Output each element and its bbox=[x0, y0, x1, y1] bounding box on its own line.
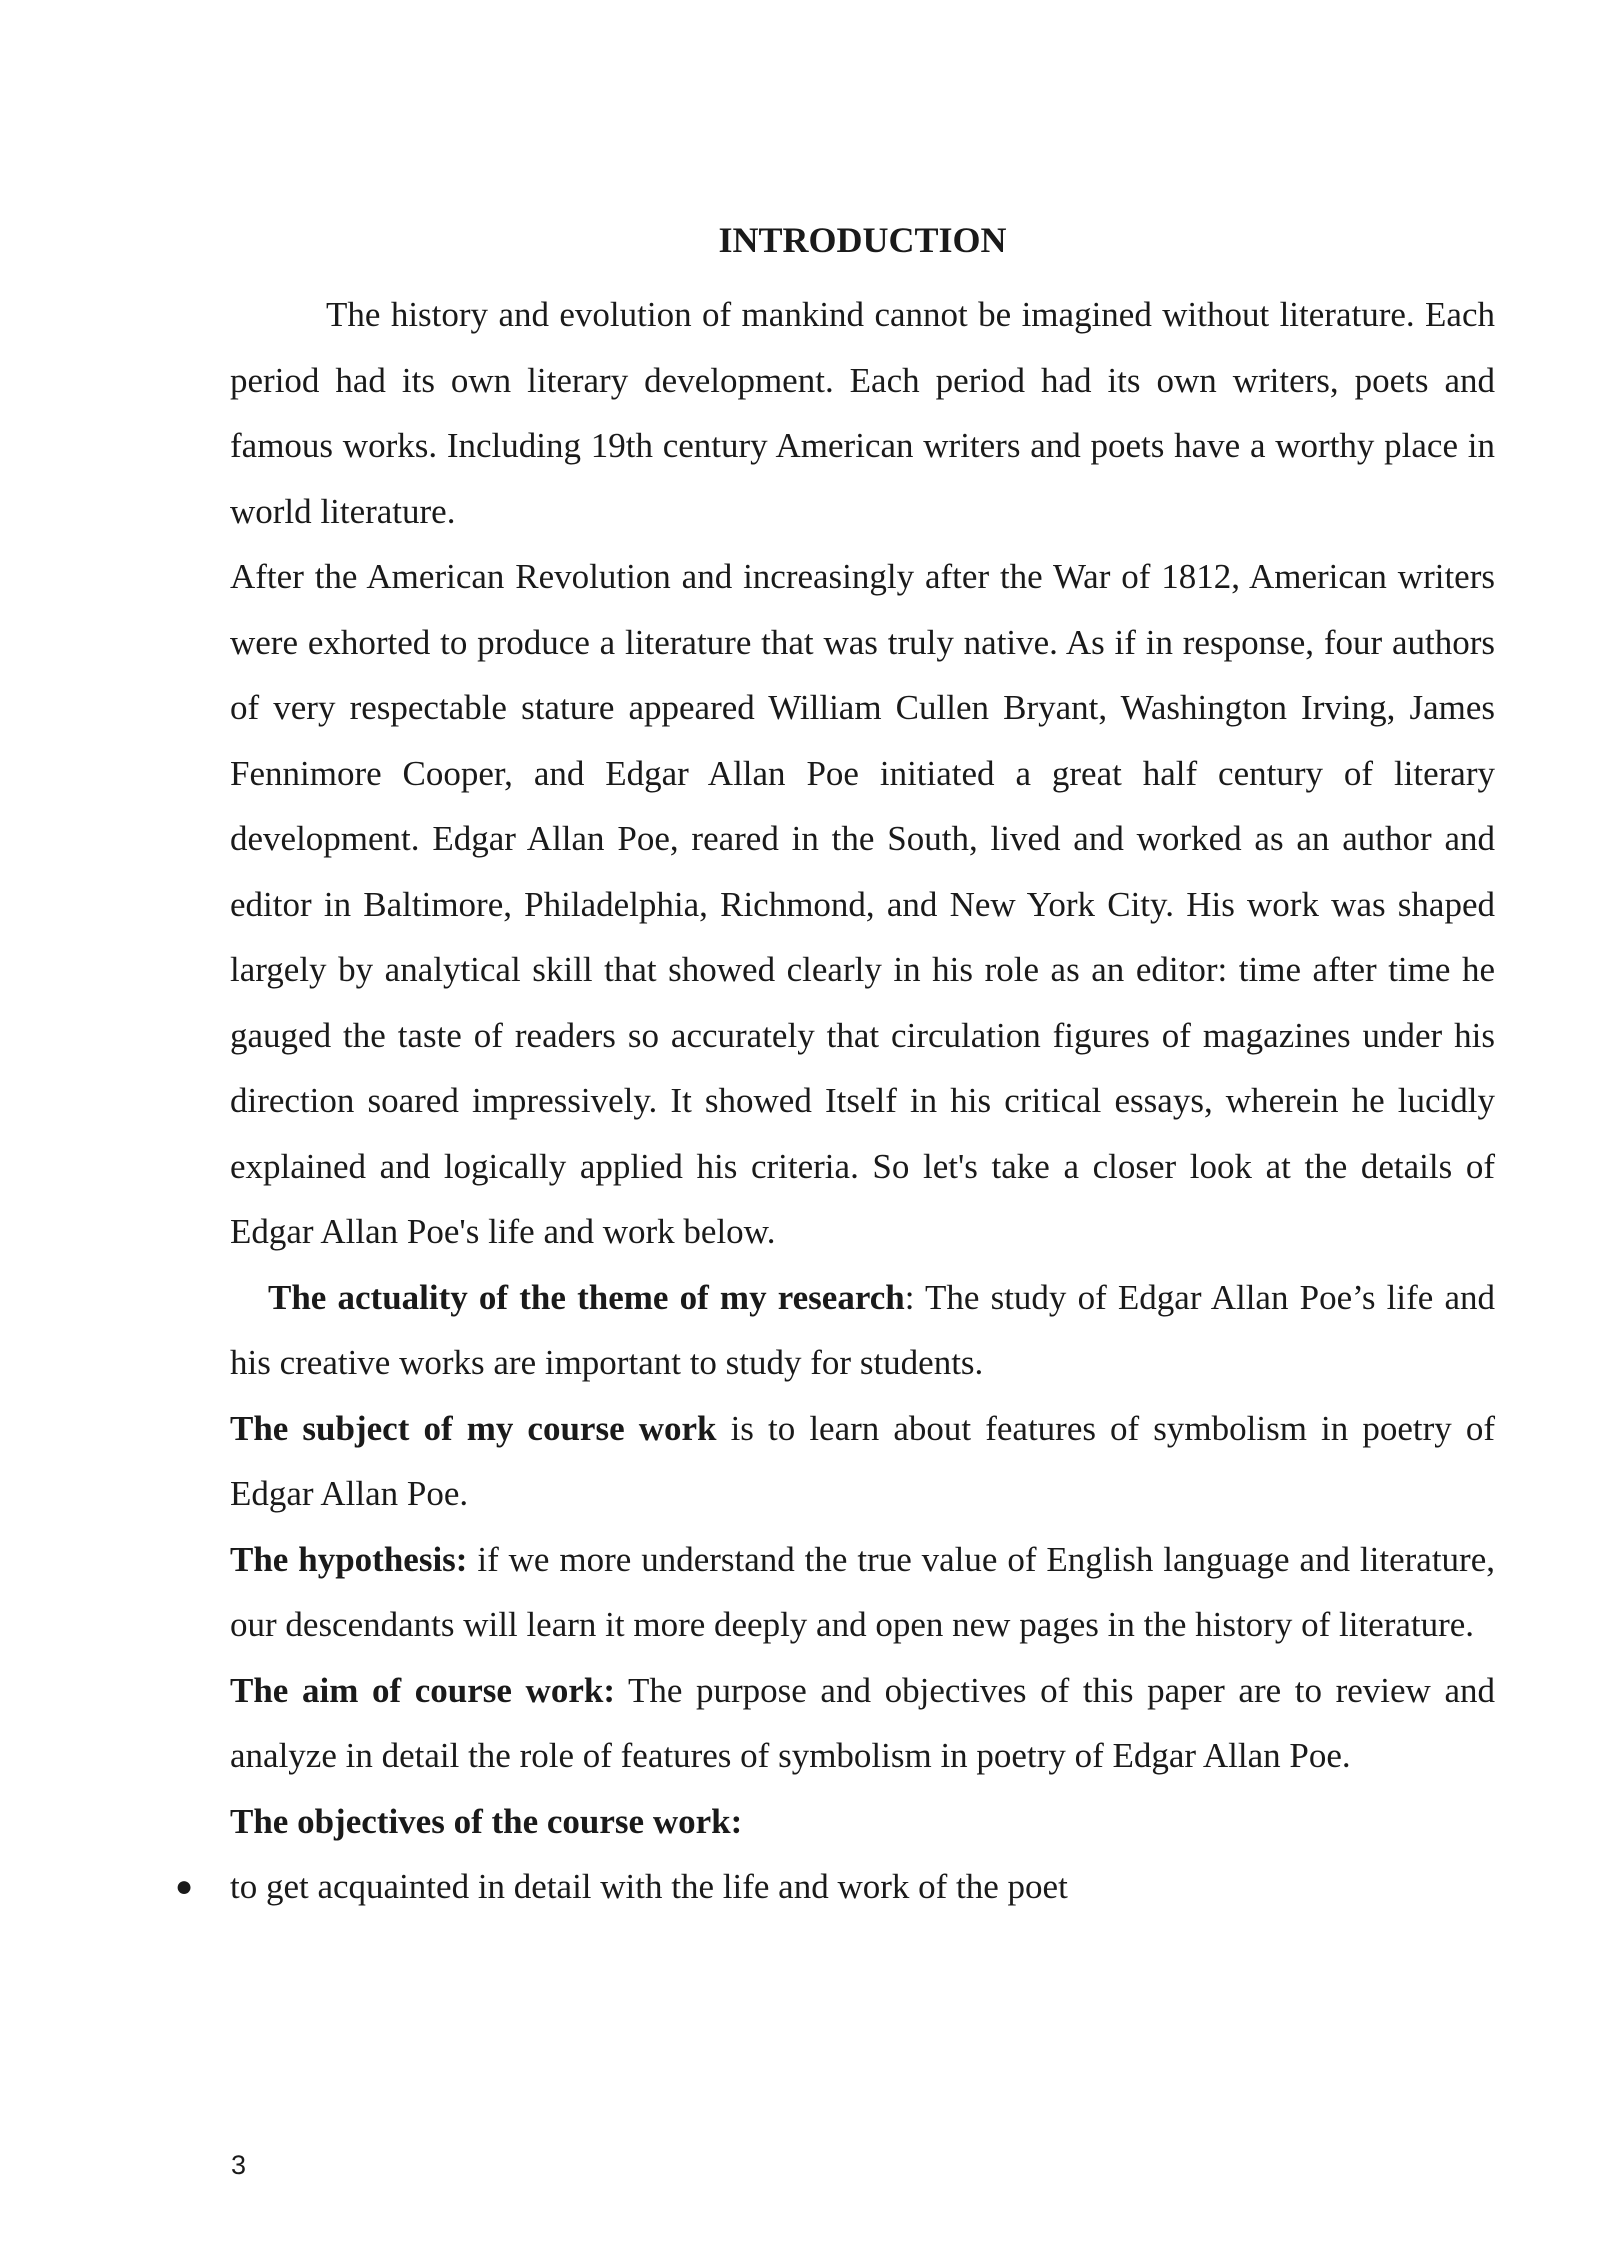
page-number: 3 bbox=[231, 2150, 247, 2180]
objectives-heading: The objectives of the course work: bbox=[230, 1801, 743, 1841]
bullet-icon: ● bbox=[175, 1870, 194, 1903]
document-body bbox=[175, 282, 1495, 1920]
aim-label: The aim of course work: bbox=[230, 1670, 615, 1710]
aim-paragraph bbox=[230, 1658, 1495, 1789]
subject-label: The subject of my course work bbox=[230, 1408, 717, 1448]
hypothesis-text: if we more understand the true value of English language and literature, our descendants will learn it more deeply and open new pages in the history of literature. bbox=[230, 1539, 1495, 1644]
subject-text: is to learn about features of symbolism in poetry of Edgar Allan Poe. bbox=[230, 1408, 1495, 1513]
actuality-paragraph bbox=[230, 1265, 1495, 1396]
page-title: INTRODUCTION bbox=[718, 220, 1007, 260]
subject-paragraph bbox=[230, 1396, 1495, 1527]
aim-text: The purpose and objectives of this paper are to review and analyze in detail the role of features of symbolism in poetry of Edgar Allan Poe. bbox=[230, 1670, 1495, 1775]
intro-paragraph-2: After the American Revolution and increasingly after the War of 1812, American writers were exhorted to produce a literature that was truly native. As if in response, four authors of very respectable stature appeared William Cullen Bryant, Washington Irving, James Fennimore Cooper, and Edgar Allan Poe initiated a great half century of literary development. Edgar Allan Poe, reared in the South, lived and worked as an author and editor in Baltimore, Philadelphia, Richmond, and New York City. His work was shaped largely by analytical skill that showed clearly in his role as an editor: time after time he gauged the taste of readers so accurately that circulation figures of magazines under his direction soared impressively. It showed Itself in his critical essays, wherein he lucidly explained and logically applied his criteria. So let's take a closer look at the details of Edgar Allan Poe's life and work below. bbox=[230, 557, 1495, 1251]
list-item bbox=[175, 1854, 1495, 1920]
hypothesis-paragraph bbox=[230, 1527, 1495, 1658]
actuality-text: : The study of Edgar Allan Poe’s life and his creative works are important to study for students. bbox=[230, 1277, 1495, 1382]
actuality-label: The actuality of the theme of my research bbox=[268, 1277, 905, 1317]
intro-paragraph-1: The history and evolution of mankind cannot be imagined without literature. Each period had its own literary development. Each period had its own writers, poets and famous works. Including 19th century American writers and poets have a worthy place in world literature. bbox=[230, 295, 1495, 531]
objective-item-text: to get acquainted in detail with the life and work of the poet bbox=[230, 1867, 1068, 1906]
hypothesis-label: The hypothesis: bbox=[230, 1539, 468, 1579]
